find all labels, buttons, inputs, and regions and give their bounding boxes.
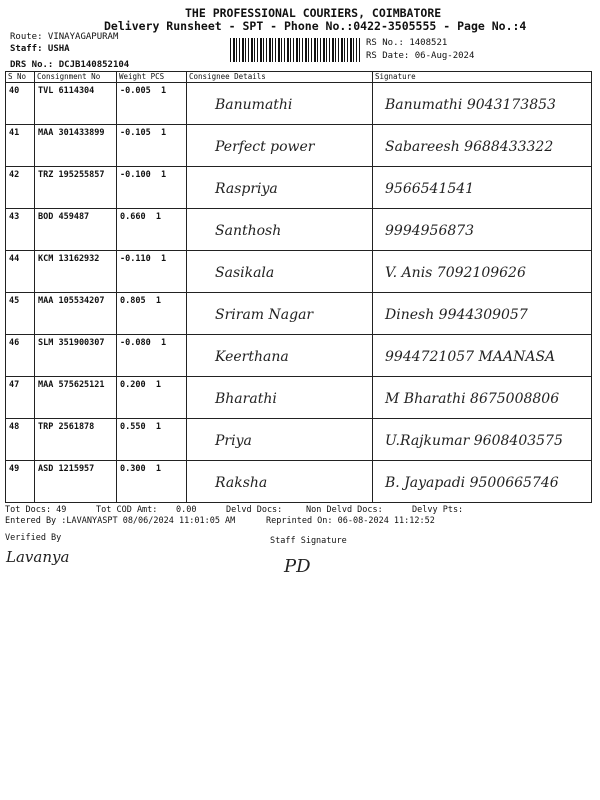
- consignment-number: ASD 1215957: [38, 464, 95, 474]
- table-row: [6, 293, 592, 335]
- rs-date: RS Date: 06-Aug-2024: [366, 51, 475, 61]
- weight-value: -0.005: [120, 86, 151, 96]
- receiver-signature: Dinesh 9944309057: [385, 307, 528, 323]
- receiver-signature: M Bharathi 8675008806: [385, 391, 560, 407]
- pieces-count: 1: [160, 338, 167, 348]
- pieces-count: 1: [155, 296, 161, 306]
- delivered-docs: Delvd Docs:: [226, 505, 283, 515]
- column-header: Consignment No: [35, 72, 117, 83]
- pieces-count: 1: [155, 422, 161, 432]
- weight-value: -0.110: [120, 254, 151, 264]
- consignee-name: Sasikala: [215, 265, 275, 281]
- consignment-number: TRZ 195255857: [38, 170, 105, 180]
- consignee-name: Santhosh: [215, 223, 282, 239]
- weight-value: 0.660: [120, 212, 146, 222]
- runsheet-title: Delivery Runsheet - SPT - Phone No.:0422-3505555 - Page No.:4: [104, 19, 527, 33]
- staff-label: Staff: USHA: [10, 44, 70, 54]
- staff-signature-label: Staff Signature: [270, 536, 347, 546]
- pieces-count: 1: [155, 464, 161, 474]
- total-docs: Tot Docs: 49: [5, 505, 67, 515]
- column-header: Signature: [373, 72, 592, 83]
- receiver-signature: 9994956873: [385, 223, 475, 239]
- consignment-number: MAA 575625121: [38, 380, 105, 390]
- serial-number: 47: [9, 380, 20, 390]
- company-name: THE PROFESSIONAL COURIERS, COIMBATORE: [185, 6, 442, 20]
- rs-number: RS No.: 1408521: [366, 38, 448, 48]
- total-cod-label: Tot COD Amt:: [96, 505, 158, 515]
- table-row: [6, 167, 592, 209]
- consignee-name: Sriram Nagar: [215, 307, 314, 323]
- consignment-number: TVL 6114304: [38, 86, 95, 96]
- weight-value: 0.805: [120, 296, 146, 306]
- receiver-signature: 9944721057 MAANASA: [385, 349, 556, 365]
- receiver-signature: U.Rajkumar 9608403575: [385, 433, 563, 449]
- reprinted-on: Reprinted On: 06-08-2024 11:12:52: [266, 516, 435, 526]
- total-cod-amount: 0.00: [176, 505, 197, 515]
- verified-by-label: Verified By: [5, 533, 62, 543]
- pieces-count: 1: [160, 86, 167, 96]
- serial-number: 43: [9, 212, 20, 222]
- consignment-number: KCM 13162932: [38, 254, 100, 264]
- serial-number: 42: [9, 170, 20, 180]
- consignee-name: Perfect power: [215, 139, 315, 155]
- pieces-count: 1: [155, 212, 161, 222]
- receiver-signature: Banumathi 9043173853: [385, 97, 556, 113]
- drs-number: DRS No.: DCJB140852104: [10, 60, 130, 70]
- route-label: Route: VINAYAGAPURAM: [10, 32, 119, 42]
- consignee-name: Raksha: [215, 475, 268, 491]
- table-row: [6, 125, 592, 167]
- consignee-name: Bharathi: [215, 391, 277, 407]
- weight-value: 0.300: [120, 464, 146, 474]
- receiver-signature: B. Jayapadi 9500665746: [385, 475, 559, 491]
- consignee-name: Banumathi: [215, 97, 293, 113]
- column-header: Consignee Details: [187, 72, 373, 83]
- receiver-signature: V. Anis 7092109626: [385, 265, 526, 281]
- serial-number: 40: [9, 86, 20, 96]
- consignment-number: MAA 301433899: [38, 128, 105, 138]
- weight-value: -0.080: [120, 338, 151, 348]
- table-row: [6, 377, 592, 419]
- non-delivered-docs: Non Delvd Docs:: [306, 505, 383, 515]
- serial-number: 46: [9, 338, 20, 348]
- barcode: [230, 38, 360, 62]
- serial-number: 49: [9, 464, 20, 474]
- delivery-points: Delvy Pts:: [412, 505, 464, 515]
- table-row: [6, 419, 592, 461]
- table-row: [6, 251, 592, 293]
- consignee-name: Raspriya: [215, 181, 278, 197]
- table-row: [6, 83, 592, 125]
- pieces-count: 1: [155, 380, 161, 390]
- runsheet-table: [5, 71, 592, 503]
- receiver-signature: 9566541541: [385, 181, 475, 197]
- pieces-count: 1: [160, 128, 167, 138]
- table-row: [6, 209, 592, 251]
- serial-number: 44: [9, 254, 20, 264]
- column-header: Weight PCS: [117, 72, 187, 83]
- table-row: [6, 461, 592, 503]
- pieces-count: 1: [160, 170, 167, 180]
- column-header: S No: [6, 72, 35, 83]
- consignment-number: TRP 2561878: [38, 422, 95, 432]
- entered-by: Entered By :LAVANYASPT 08/06/2024 11:01:05 AM: [5, 516, 236, 526]
- receiver-signature: Sabareesh 9688433322: [385, 139, 554, 155]
- pieces-count: 1: [160, 254, 167, 264]
- consignment-number: MAA 105534207: [38, 296, 105, 306]
- serial-number: 41: [9, 128, 20, 138]
- consignment-number: SLM 351900307: [38, 338, 105, 348]
- verifier-signature: Lavanya: [6, 548, 70, 566]
- serial-number: 48: [9, 422, 20, 432]
- weight-value: 0.550: [120, 422, 146, 432]
- weight-value: 0.200: [120, 380, 146, 390]
- weight-value: -0.105: [120, 128, 151, 138]
- table-row: [6, 335, 592, 377]
- consignee-name: Priya: [215, 433, 252, 449]
- consignment-number: BOD 459487: [38, 212, 90, 222]
- staff-signature: PD: [284, 556, 311, 577]
- weight-value: -0.100: [120, 170, 151, 180]
- consignee-name: Keerthana: [215, 349, 289, 365]
- serial-number: 45: [9, 296, 20, 306]
